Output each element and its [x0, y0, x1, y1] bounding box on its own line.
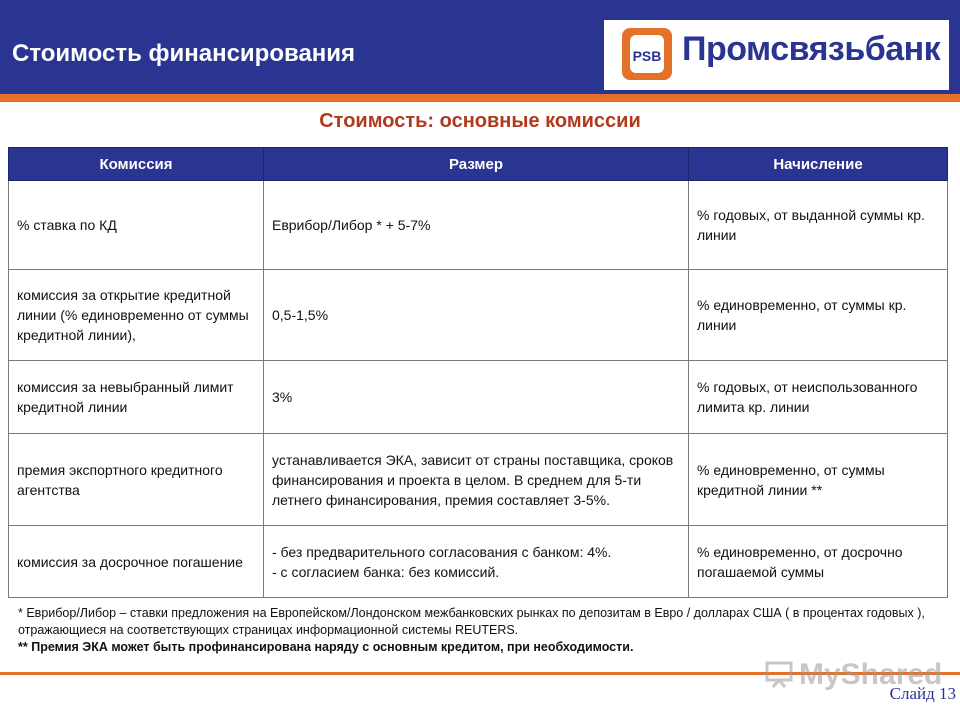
- cell-commission: комиссия за открытие кредитной линии (% единовременно от суммы кредитной линии),: [9, 270, 264, 361]
- header-accent-stripe: [0, 94, 960, 102]
- cell-accrual: % годовых, от выданной суммы кр. линии: [689, 181, 948, 270]
- column-header-accrual: Начисление: [689, 148, 948, 181]
- footnote-eca-text: Премия ЭКА может быть профинансирована наряду с основным кредитом, при необходимости.: [27, 640, 634, 654]
- cell-accrual: % единовременно, от досрочно погашаемой суммы: [689, 526, 948, 598]
- commissions-table: [8, 147, 948, 598]
- cell-accrual: % годовых, от неиспользованного лимита кр. линии: [689, 361, 948, 434]
- slide-number: Слайд 13: [889, 684, 956, 703]
- cell-commission: % ставка по КД: [9, 181, 264, 270]
- table-row: [9, 181, 948, 270]
- size-line: - с согласием банка: без комиссий.: [272, 563, 500, 580]
- presentation-icon: [765, 660, 793, 688]
- logo-text: Промсвязьбанк: [682, 30, 941, 68]
- footnote-marker: **: [18, 640, 28, 654]
- size-line: - без предварительного согласования с банком: 4%.: [272, 543, 612, 560]
- cell-size: устанавливается ЭКА, зависит от страны поставщика, сроков финансирования и проекта в целом. В среднем для 5-ти летнего финансирования, премия составляет 3-5%.: [264, 434, 689, 526]
- watermark-text: MyShared: [799, 658, 943, 691]
- cell-commission: комиссия за невыбранный лимит кредитной линии: [9, 361, 264, 434]
- header-bar: [0, 0, 960, 94]
- table-row: [9, 270, 948, 361]
- footnotes: [18, 605, 946, 656]
- cell-commission: премия экспортного кредитного агентства: [9, 434, 264, 526]
- table-header-row: [9, 148, 948, 181]
- logo-mark-text: PSB: [632, 48, 662, 64]
- table-row: [9, 526, 948, 598]
- cell-accrual: % единовременно, от суммы кредитной линии **: [689, 434, 948, 526]
- cell-size: 3%: [264, 361, 689, 434]
- cell-size: 0,5-1,5%: [264, 270, 689, 361]
- bank-logo: [604, 20, 949, 90]
- slide-title: Стоимость финансирования: [12, 40, 356, 67]
- footnote-eca: [18, 639, 946, 656]
- table-row: [9, 361, 948, 434]
- column-header-commission: Комиссия: [9, 148, 264, 181]
- cell-accrual: % единовременно, от суммы кр. линии: [689, 270, 948, 361]
- cell-commission: комиссия за досрочное погашение: [9, 526, 264, 598]
- cell-size: Еврибор/Либор * + 5-7%: [264, 181, 689, 270]
- table-row: [9, 434, 948, 526]
- column-header-size: Размер: [264, 148, 689, 181]
- cell-size: [264, 526, 689, 598]
- footnote-euribor: * Еврибор/Либор – ставки предложения на Европейском/Лондонском межбанковских рынках по депозитам в Евро / долларах США ( в процентах годовых ), отражающиеся на соответствующих страницах информационной системы REUTERS.: [18, 606, 925, 637]
- psb-logo-icon: [622, 28, 672, 80]
- table-title: Стоимость: основные комиссии: [319, 110, 641, 132]
